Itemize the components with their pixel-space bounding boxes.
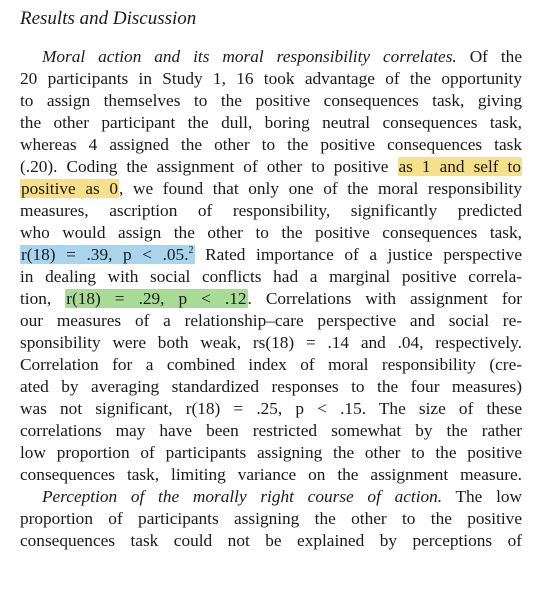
text-line-4: the other participant the dull, boring neutral consequences task, <box>20 113 522 132</box>
text-line-21 <box>42 486 522 508</box>
text-line-9: who would assign the other to the positive consequences task, <box>20 223 522 242</box>
text-line-2: 20 participants in Study 1, 16 took advantage of the opportunity <box>20 69 522 88</box>
section-title: Results and Discussion <box>20 8 197 29</box>
subsection-heading-moral-action: Moral action and its moral responsibility correlates. <box>42 47 457 66</box>
text-line-15: Correlation for a combined index of moral responsibility (cre- <box>20 355 522 374</box>
text-line-5: whereas 4 assigned the other to the positive consequences task <box>20 135 522 154</box>
text-line-6 <box>20 156 522 178</box>
text-segment: (.20). Coding the assignment of other to positive <box>20 157 398 176</box>
text-segment: , we found that only one of the moral responsibility <box>119 179 522 198</box>
text-line-3: to assign themselves to the positive consequences task, giving <box>20 91 522 110</box>
text-line-1 <box>42 46 522 68</box>
text-line-20: consequences task, limiting variance on the assignment measure. <box>20 465 522 484</box>
text-line-19: low proportion of participants assigning the other to the positive <box>20 443 522 462</box>
text-segment: Rated importance of a justice perspective <box>194 245 523 264</box>
highlight-green: r(18) = .29, p < .12 <box>66 289 247 308</box>
statistic-r-39: r(18) = .39, p < .05. <box>21 245 189 264</box>
text-line-16: ated by averaging standardized responses to the four measures) <box>20 377 522 396</box>
highlight-blue <box>20 245 195 264</box>
text-line-17: was not significant, r(18) = .25, p < .15. The size of these <box>20 399 522 418</box>
text-line-12 <box>20 288 522 310</box>
highlight-yellow: positive as 0 <box>21 179 119 198</box>
highlight-yellow: as 1 and self to <box>398 157 521 176</box>
text-segment: Of the <box>456 47 522 66</box>
text-line-23: consequences task could not be explained by perceptions of <box>20 531 522 550</box>
text-line-14: sponsibility were both weak, rs(18) = .14 and .04, respectively. <box>20 333 522 352</box>
text-line-13: our measures of a relationship–care perspective and social re- <box>20 311 522 330</box>
text-line-10 <box>20 244 522 266</box>
subsection-heading-perception: Perception of the morally right course of action. <box>42 487 443 506</box>
text-segment: The low <box>442 487 522 506</box>
footnote-marker: 2 <box>188 245 194 257</box>
text-line-8: measures, ascription of responsibility, significantly predicted <box>20 201 522 220</box>
text-line-22: proportion of participants assigning the other to the positive <box>20 509 522 528</box>
text-line-7 <box>20 178 522 200</box>
text-segment: . Correlations with assignment for <box>247 289 522 308</box>
text-line-18: correlations may have been restricted somewhat by the rather <box>20 421 522 440</box>
text-line-11: in dealing with social conflicts had a marginal positive correla- <box>20 267 522 286</box>
text-segment: tion, <box>20 289 66 308</box>
